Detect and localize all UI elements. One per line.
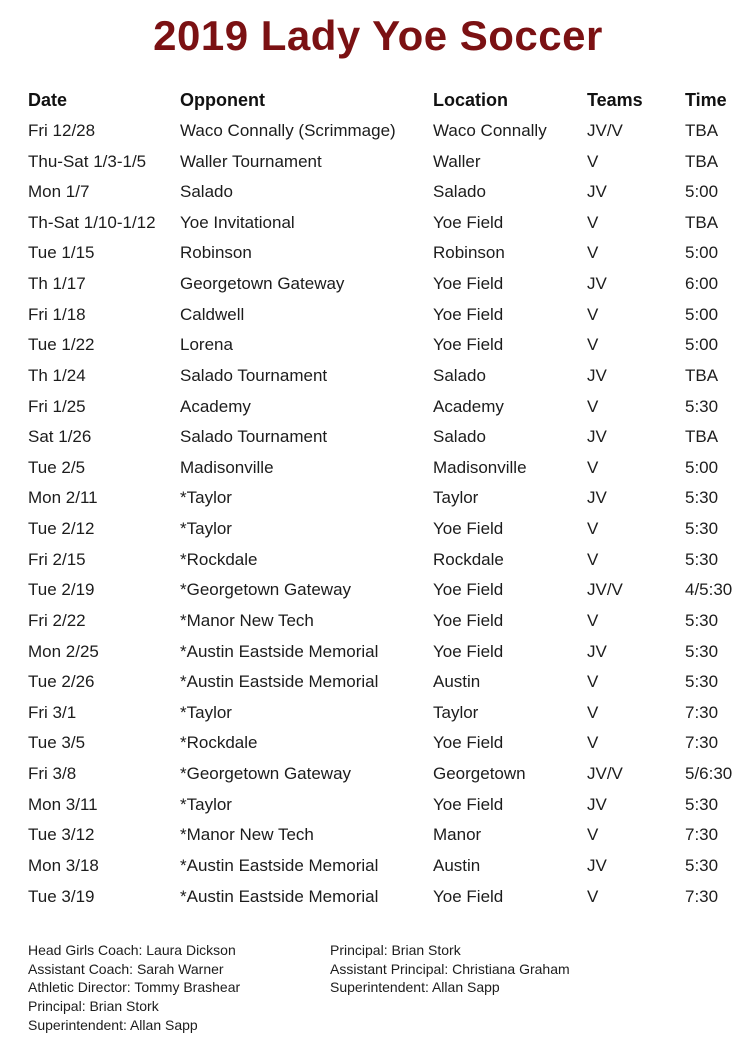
cell-opponent: *Georgetown Gateway xyxy=(180,580,352,600)
cell-date: Tue 3/19 xyxy=(28,886,95,906)
cell-date: Sat 1/26 xyxy=(28,427,92,447)
cell-teams: JV xyxy=(587,641,607,661)
table-row xyxy=(28,728,756,759)
cell-opponent: *Georgetown Gateway xyxy=(180,764,352,784)
table-row xyxy=(28,881,756,912)
cell-opponent: *Manor New Tech xyxy=(180,610,314,630)
cell-opponent: *Taylor xyxy=(180,488,232,508)
cell-opponent: Academy xyxy=(180,396,251,416)
cell-opponent: *Austin Eastside Memorial xyxy=(180,672,379,692)
cell-time: TBA xyxy=(685,365,719,385)
cell-location: Waller xyxy=(433,151,481,171)
table-row xyxy=(28,422,756,453)
cell-location: Salado xyxy=(433,427,486,447)
cell-location: Yoe Field xyxy=(433,886,504,906)
column-header-date: Date xyxy=(28,89,68,110)
cell-date: Fri 3/1 xyxy=(28,702,77,722)
cell-teams: V xyxy=(587,243,599,263)
cell-location: Yoe Field xyxy=(433,580,504,600)
cell-date: Fri 12/28 xyxy=(28,120,96,140)
cell-location: Yoe Field xyxy=(433,304,504,324)
cell-teams: V xyxy=(587,733,599,753)
cell-date: Tue 2/26 xyxy=(28,672,95,692)
cell-teams: V xyxy=(587,519,599,539)
cell-location: Salado xyxy=(433,365,486,385)
column-header-teams: Teams xyxy=(587,89,643,110)
staff-line: Athletic Director: Tommy Brashear xyxy=(28,979,241,996)
cell-opponent: Madisonville xyxy=(180,457,274,477)
table-row xyxy=(28,759,756,790)
table-row xyxy=(28,453,756,484)
cell-time: 5:30 xyxy=(685,610,719,630)
table-row xyxy=(28,544,756,575)
cell-time: 6:00 xyxy=(685,274,719,294)
cell-date: Fri 1/18 xyxy=(28,304,86,324)
cell-teams: V xyxy=(587,396,599,416)
cell-time: 5:30 xyxy=(685,855,719,875)
cell-time: 4/5:30 xyxy=(685,580,733,600)
cell-time: 7:30 xyxy=(685,825,719,845)
cell-location: Yoe Field xyxy=(433,610,504,630)
cell-location: Taylor xyxy=(433,488,479,508)
cell-date: Th 1/24 xyxy=(28,365,86,385)
cell-date: Mon 2/11 xyxy=(28,488,98,508)
cell-teams: JV xyxy=(587,488,607,508)
table-row xyxy=(28,789,756,820)
cell-teams: V xyxy=(587,212,599,232)
cell-time: TBA xyxy=(685,120,719,140)
cell-opponent: *Austin Eastside Memorial xyxy=(180,641,379,661)
cell-opponent: Salado Tournament xyxy=(180,427,328,447)
staff-line: Assistant Coach: Sarah Warner xyxy=(28,960,224,977)
cell-time: 5:30 xyxy=(685,794,719,814)
cell-teams: JV xyxy=(587,365,607,385)
schedule-document xyxy=(0,12,756,1039)
cell-opponent: Salado xyxy=(180,182,233,202)
cell-location: Academy xyxy=(433,396,504,416)
cell-time: 5:30 xyxy=(685,672,719,692)
cell-teams: V xyxy=(587,457,599,477)
cell-teams: V xyxy=(587,825,599,845)
cell-date: Tue 2/19 xyxy=(28,580,95,600)
cell-location: Yoe Field xyxy=(433,274,504,294)
cell-date: Tue 3/5 xyxy=(28,733,86,753)
cell-opponent: *Taylor xyxy=(180,519,232,539)
cell-teams: V xyxy=(587,335,599,355)
cell-opponent: Robinson xyxy=(180,243,252,263)
staff-column-left xyxy=(28,941,330,1035)
cell-date: Fri 2/15 xyxy=(28,549,86,569)
schedule-table-body xyxy=(28,116,756,912)
cell-time: 5:30 xyxy=(685,641,719,661)
cell-date: Tue 2/12 xyxy=(28,519,95,539)
cell-teams: V xyxy=(587,610,599,630)
table-row xyxy=(28,299,756,330)
cell-location: Waco Connally xyxy=(433,120,547,140)
cell-location: Robinson xyxy=(433,243,505,263)
cell-teams: JV xyxy=(587,427,607,447)
cell-location: Austin xyxy=(433,672,481,692)
staff-line: Principal: Brian Stork xyxy=(28,997,159,1014)
cell-time: 5:00 xyxy=(685,304,719,324)
cell-location: Yoe Field xyxy=(433,335,504,355)
cell-teams: V xyxy=(587,549,599,569)
table-row xyxy=(28,177,756,208)
cell-date: Tue 1/22 xyxy=(28,335,95,355)
cell-time: 5/6:30 xyxy=(685,764,733,784)
cell-time: 5:30 xyxy=(685,519,719,539)
cell-date: Mon 3/11 xyxy=(28,794,98,814)
cell-location: Rockdale xyxy=(433,549,504,569)
cell-location: Salado xyxy=(433,182,486,202)
cell-time: 5:00 xyxy=(685,182,719,202)
cell-teams: V xyxy=(587,702,599,722)
cell-opponent: Waco Connally (Scrimmage) xyxy=(180,120,396,140)
cell-teams: JV xyxy=(587,274,607,294)
cell-time: 5:30 xyxy=(685,488,719,508)
cell-teams: JV xyxy=(587,855,607,875)
table-row xyxy=(28,514,756,545)
cell-opponent: Salado Tournament xyxy=(180,365,328,385)
cell-opponent: *Rockdale xyxy=(180,549,258,569)
cell-time: 7:30 xyxy=(685,886,719,906)
schedule-table xyxy=(28,85,756,912)
cell-date: Fri 2/22 xyxy=(28,610,86,630)
cell-opponent: Georgetown Gateway xyxy=(180,274,345,294)
cell-teams: JV xyxy=(587,182,607,202)
cell-location: Yoe Field xyxy=(433,794,504,814)
table-row xyxy=(28,851,756,882)
cell-time: 7:30 xyxy=(685,702,719,722)
cell-opponent: *Rockdale xyxy=(180,733,258,753)
cell-date: Fri 3/8 xyxy=(28,764,77,784)
cell-date: Th-Sat 1/10-1/12 xyxy=(28,212,156,232)
table-row xyxy=(28,330,756,361)
table-row xyxy=(28,361,756,392)
cell-date: Tue 2/5 xyxy=(28,457,86,477)
cell-opponent: Yoe Invitational xyxy=(180,212,295,232)
cell-time: 5:00 xyxy=(685,335,719,355)
staff-section xyxy=(28,941,756,1035)
staff-line: Head Girls Coach: Laura Dickson xyxy=(28,941,236,958)
staff-line: Superintendent: Allan Sapp xyxy=(28,1016,198,1033)
table-row xyxy=(28,636,756,667)
cell-date: Fri 1/25 xyxy=(28,396,86,416)
table-row xyxy=(28,667,756,698)
cell-time: TBA xyxy=(685,151,719,171)
table-header-row xyxy=(28,85,756,116)
cell-teams: JV xyxy=(587,794,607,814)
table-row xyxy=(28,146,756,177)
cell-teams: JV/V xyxy=(587,120,623,140)
table-row xyxy=(28,698,756,729)
table-row xyxy=(28,391,756,422)
table-row xyxy=(28,606,756,637)
cell-teams: V xyxy=(587,672,599,692)
cell-location: Yoe Field xyxy=(433,212,504,232)
cell-date: Thu-Sat 1/3-1/5 xyxy=(28,151,147,171)
cell-date: Mon 3/18 xyxy=(28,855,99,875)
column-header-opponent: Opponent xyxy=(180,89,265,110)
cell-teams: V xyxy=(587,304,599,324)
table-row xyxy=(28,483,756,514)
cell-time: 5:30 xyxy=(685,549,719,569)
cell-date: Mon 1/7 xyxy=(28,182,90,202)
table-row xyxy=(28,820,756,851)
table-row xyxy=(28,116,756,147)
table-row xyxy=(28,575,756,606)
cell-date: Mon 2/25 xyxy=(28,641,99,661)
page-title: 2019 Lady Yoe Soccer xyxy=(153,12,603,59)
cell-teams: V xyxy=(587,886,599,906)
cell-teams: JV/V xyxy=(587,580,623,600)
cell-opponent: *Austin Eastside Memorial xyxy=(180,855,379,875)
cell-opponent: Lorena xyxy=(180,335,233,355)
cell-opponent: *Manor New Tech xyxy=(180,825,314,845)
cell-location: Georgetown xyxy=(433,764,526,784)
cell-location: Madisonville xyxy=(433,457,527,477)
cell-time: 5:00 xyxy=(685,457,719,477)
staff-line: Assistant Principal: Christiana Graham xyxy=(330,960,570,977)
cell-location: Yoe Field xyxy=(433,519,504,539)
staff-column-right xyxy=(330,941,756,1035)
cell-time: TBA xyxy=(685,212,719,232)
cell-time: 5:30 xyxy=(685,396,719,416)
cell-location: Yoe Field xyxy=(433,641,504,661)
cell-teams: JV/V xyxy=(587,764,623,784)
staff-line: Superintendent: Allan Sapp xyxy=(330,979,500,996)
cell-opponent: Caldwell xyxy=(180,304,245,324)
cell-time: 7:30 xyxy=(685,733,719,753)
staff-line: Principal: Brian Stork xyxy=(330,941,461,958)
cell-opponent: *Austin Eastside Memorial xyxy=(180,886,379,906)
table-row xyxy=(28,208,756,239)
cell-time: 5:00 xyxy=(685,243,719,263)
column-header-time: Time xyxy=(685,89,727,110)
cell-opponent: *Taylor xyxy=(180,702,232,722)
cell-date: Tue 3/12 xyxy=(28,825,95,845)
cell-opponent: Waller Tournament xyxy=(180,151,322,171)
cell-location: Taylor xyxy=(433,702,479,722)
table-row xyxy=(28,269,756,300)
cell-date: Tue 1/15 xyxy=(28,243,95,263)
cell-location: Manor xyxy=(433,825,482,845)
cell-teams: V xyxy=(587,151,599,171)
cell-time: TBA xyxy=(685,427,719,447)
cell-opponent: *Taylor xyxy=(180,794,232,814)
column-header-location: Location xyxy=(433,89,508,110)
cell-location: Austin xyxy=(433,855,481,875)
table-row xyxy=(28,238,756,269)
cell-location: Yoe Field xyxy=(433,733,504,753)
cell-date: Th 1/17 xyxy=(28,274,86,294)
